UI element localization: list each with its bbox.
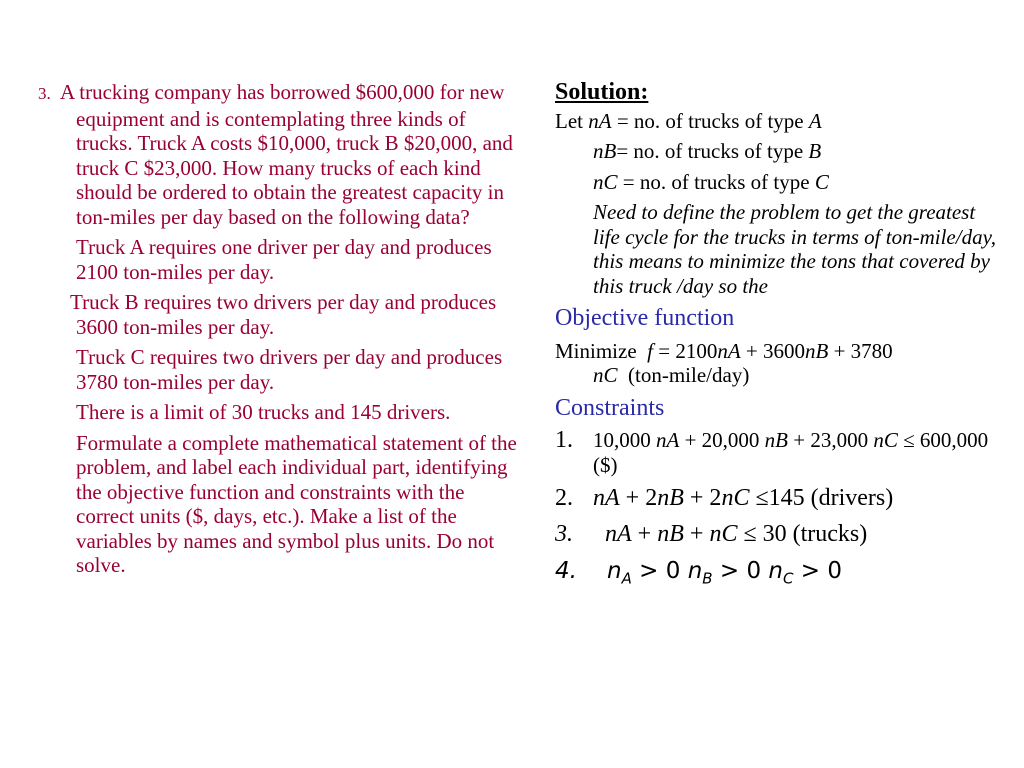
minimize-label: Minimize [555, 338, 637, 363]
var-na: nA [588, 108, 612, 133]
c1-t4: ≤ 600,000 ($) [593, 428, 989, 477]
var-nb: nB [593, 139, 617, 163]
constraint-3-number: 3. [555, 521, 573, 547]
problem-intro [38, 80, 526, 229]
truck-c-text: Truck C requires two drivers per day and produces 3780 ton-miles per day. [76, 345, 503, 394]
c3-t1: + [631, 521, 658, 547]
constraint-2-number: 2. [555, 485, 573, 511]
obj-units: (ton-mile/day) [628, 363, 750, 387]
c2-nc: nC [721, 485, 750, 511]
c3-nc: nC [709, 521, 738, 547]
c4-n-c: n [768, 558, 783, 584]
c1-nc: nC [873, 428, 898, 452]
type-b: B [808, 139, 822, 163]
def-c: = no. of trucks of type [617, 169, 815, 194]
constraint-2 [555, 483, 1000, 513]
formulate-text: Formulate a complete mathematical statement of the problem, and label each individual part, identifying the objective function and constraints with the correct units ($, days, etc.). Make a list of the variables by names and symbol plus units. Do not solve. [76, 430, 517, 577]
obj-p2: + 3780 [828, 338, 893, 363]
problem-column [38, 80, 526, 584]
type-a: A [808, 108, 822, 133]
truck-a-text: Truck A requires one driver per day and produces 2100 ton-miles per day. [76, 235, 492, 284]
obj-na: nA [717, 338, 741, 363]
c2-t3: ≤145 (drivers) [749, 485, 894, 511]
c1-t2: + 20,000 [679, 428, 765, 452]
c3-nb: nB [657, 521, 684, 547]
problem-number: 3. [38, 84, 51, 103]
c4-sub-b: B [702, 569, 713, 588]
c4-ge-c: > 0 [793, 558, 842, 584]
solution-column [555, 80, 1000, 601]
def-b: = no. of trucks of type [616, 139, 809, 163]
truck-b-text: Truck B requires two drivers per day and produces 3600 ton-miles per day. [70, 290, 497, 339]
constraint-1 [555, 428, 1000, 477]
solution-note: Need to define the problem to get the greatest life cycle for the trucks in terms of ton-mile/day, this means to minimize the tons that covered by this truck /day so the [593, 200, 996, 298]
c2-t1: + 2 [619, 485, 658, 511]
limit-text: There is a limit of 30 trucks and 145 drivers. [76, 400, 451, 424]
c4-n-a: n [607, 558, 622, 584]
let-line-b [555, 139, 1000, 164]
constraint-1-number: 1. [555, 427, 573, 453]
type-c: C [814, 169, 829, 194]
objective-heading: Objective function [555, 305, 735, 331]
c2-t2: + 2 [683, 485, 722, 511]
solution-heading: Solution: [555, 79, 649, 105]
c3-na: nA [605, 521, 632, 547]
obj-nb: nB [805, 338, 829, 363]
c4-ge-a: > 0 [631, 558, 688, 584]
def-a: = no. of trucks of type [611, 108, 809, 133]
c1-nb: nB [764, 428, 788, 452]
obj-p1: + 3600 [740, 338, 806, 363]
problem-intro-text: A trucking company has borrowed $600,000 for new equipment and is contemplating three kinds of trucks. Truck A costs $10,000, truck B $20,000, and truck C $23,000. How many trucks of each kind should be ordered to obtain the greatest capacity in ton-miles per day based on the following data? [60, 80, 513, 229]
c1-t3: + 23,000 [788, 428, 874, 452]
constraint-4-number: 4. [555, 558, 577, 584]
obj-nc: nC [593, 363, 618, 387]
c1-t1: 10,000 [593, 428, 656, 452]
obj-f: f [647, 338, 653, 363]
constraints-heading: Constraints [555, 394, 665, 421]
constraint-3 [555, 519, 1000, 549]
c4-sub-a: A [621, 569, 632, 588]
c3-t3: ≤ 30 (trucks) [737, 521, 868, 547]
c4-ge-b: > 0 [712, 558, 769, 584]
let-line-c [555, 170, 1000, 195]
let-prefix: Let [555, 108, 583, 133]
c1-na: nA [656, 428, 680, 452]
obj-eq: = 2100 [653, 338, 718, 363]
objective-function [555, 339, 1000, 388]
var-nc: nC [593, 169, 618, 194]
c3-t2: + [683, 521, 710, 547]
c2-nb: nB [657, 485, 684, 511]
c4-n-b: n [687, 558, 703, 584]
c2-na: nA [593, 485, 620, 511]
constraint-4 [555, 555, 1000, 595]
let-line-a [555, 109, 1000, 134]
c4-sub-c: C [782, 569, 794, 588]
